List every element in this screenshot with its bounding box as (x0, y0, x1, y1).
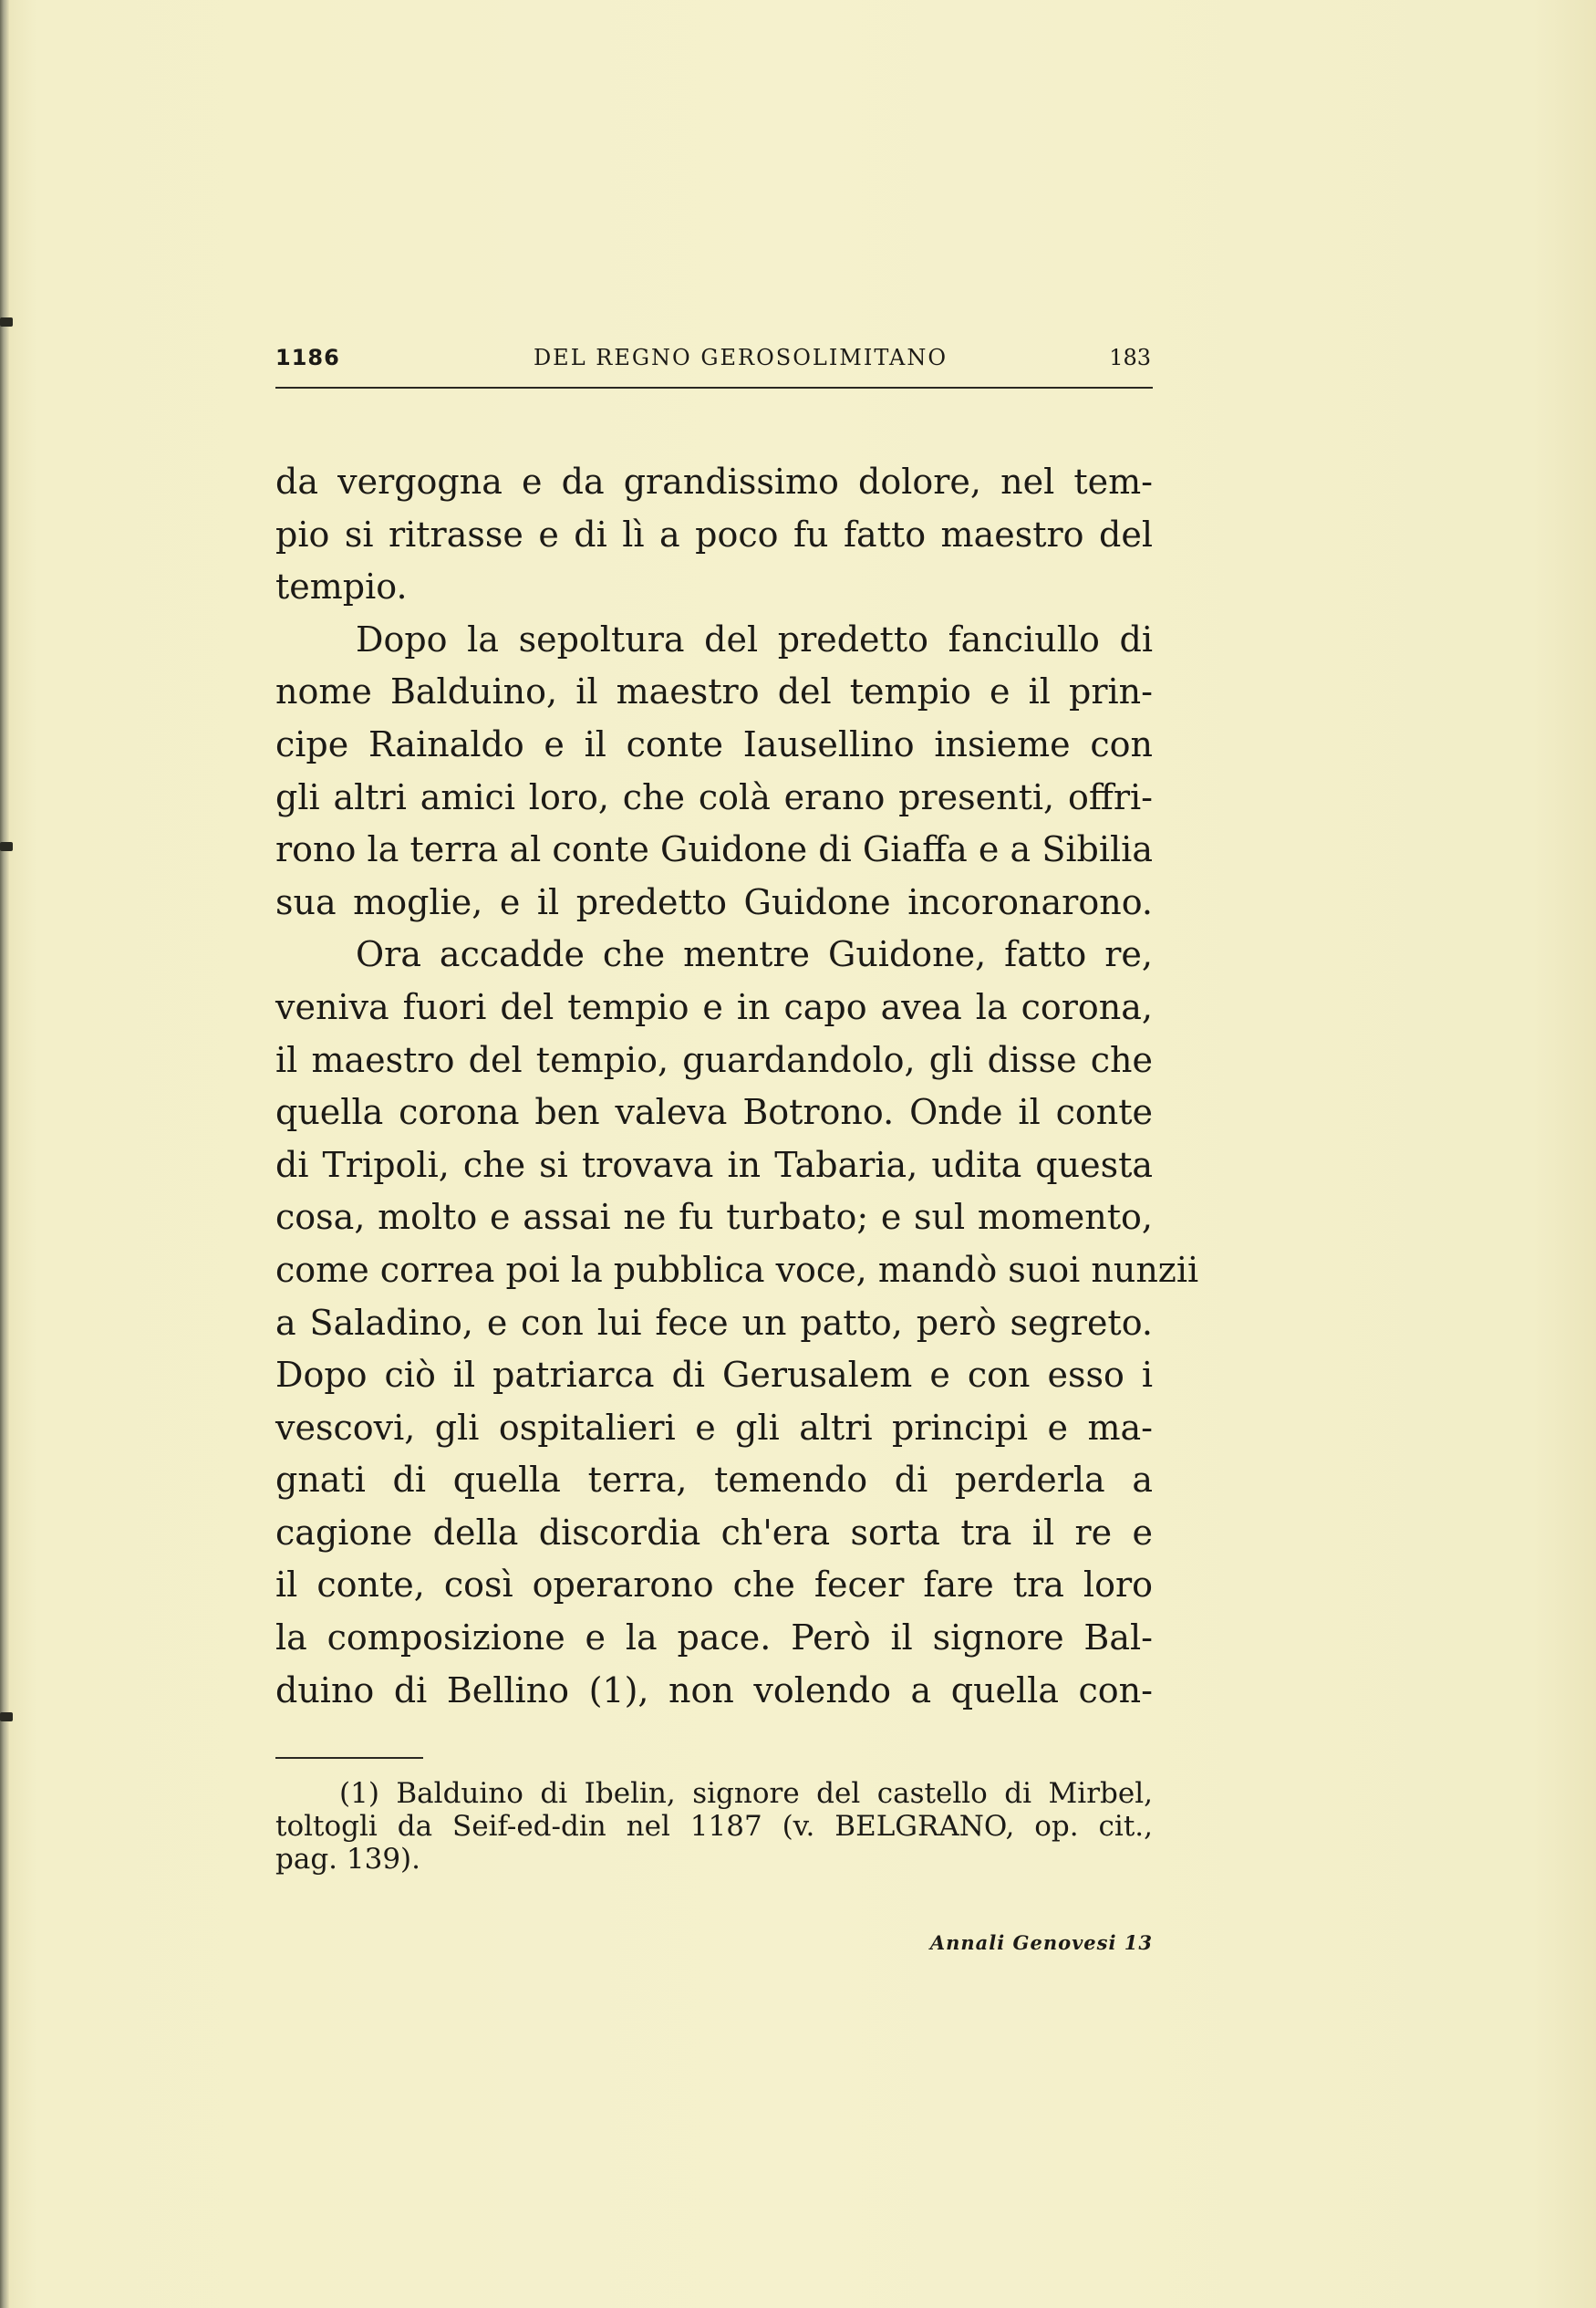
text-line: da vergogna e da grandissimo dolore, nel tem- (275, 462, 1153, 502)
text-line: di Tripoli, che si trovava in Tabaria, udita questa (275, 1144, 1153, 1185)
header-year: 1186 (275, 345, 340, 370)
text-line: gnati di quella terra, temendo di perderla a (275, 1460, 1153, 1501)
binding-edge (0, 0, 9, 2308)
edge-mark (0, 842, 13, 851)
text-line: quella corona ben valeva Botrono. Onde il conte (275, 1092, 1153, 1133)
text-line: cosa, molto e assai ne fu turbato; e sul momento, (275, 1197, 1153, 1238)
main-text (275, 456, 1199, 1717)
text-line: il conte, così operarono che fecer fare tra loro (275, 1565, 1153, 1606)
footnote-line: pag. 139). (275, 1843, 420, 1876)
text-line: tempio. (275, 567, 408, 608)
text-line: la composizione e la pace. Però il signore Bal- (275, 1617, 1153, 1658)
text-line: Ora accadde che mentre Guidone, fatto re, (356, 934, 1153, 975)
text-line: rono la terra al conte Guidone di Giaffa e a Sibilia (275, 829, 1153, 870)
running-header (275, 345, 1151, 381)
footnote-line: (1) Balduino di Ibelin, signore del castello di Mirbel, (339, 1777, 1153, 1810)
page-number: 183 (1109, 345, 1151, 370)
text-line: vescovi, gli ospitalieri e gli altri principi e ma- (275, 1407, 1153, 1448)
text-line: pio si ritrasse e di lì a poco fu fatto maestro del (275, 514, 1153, 555)
text-line: a Saladino, e con lui fece un patto, però segreto. (275, 1302, 1153, 1343)
text-line: Dopo la sepoltura del predetto fanciullo di (356, 619, 1153, 660)
text-line: Dopo ciò il patriarca di Gerusalem e con esso i (275, 1355, 1153, 1396)
edge-mark (0, 1712, 13, 1721)
edge-mark (0, 317, 13, 327)
text-line: nome Balduino, il maestro del tempio e il prin- (275, 671, 1153, 712)
text-line: veniva fuori del tempio e in capo avea la corona, (275, 986, 1153, 1027)
text-line: come correa poi la pubblica voce, mandò suoi nunzii (275, 1249, 1199, 1290)
footnote (275, 1777, 1153, 1876)
footnote-rule (275, 1757, 423, 1759)
text-line: cagione della discordia ch'era sorta tra il re e (275, 1512, 1153, 1553)
text-line: cipe Rainaldo e il conte Iausellino insieme con (275, 723, 1153, 764)
text-line: gli altri amici loro, che colà erano presenti, offri- (275, 776, 1153, 817)
text-line: sua moglie, e il predetto Guidone incoronarono. (275, 881, 1153, 922)
text-line: duino di Bellino (1), non volendo a quella con- (275, 1669, 1153, 1710)
footnote-line: toltogli da Seif-ed-din nel 1187 (v. BELGRANO, op. cit., (275, 1810, 1153, 1843)
running-title: DEL REGNO GEROSOLIMITANO (533, 345, 948, 370)
signature-mark: Annali Genovesi 13 (929, 1931, 1153, 1954)
header-rule (275, 387, 1153, 389)
text-line: il maestro del tempio, guardandolo, gli disse che (275, 1039, 1153, 1080)
